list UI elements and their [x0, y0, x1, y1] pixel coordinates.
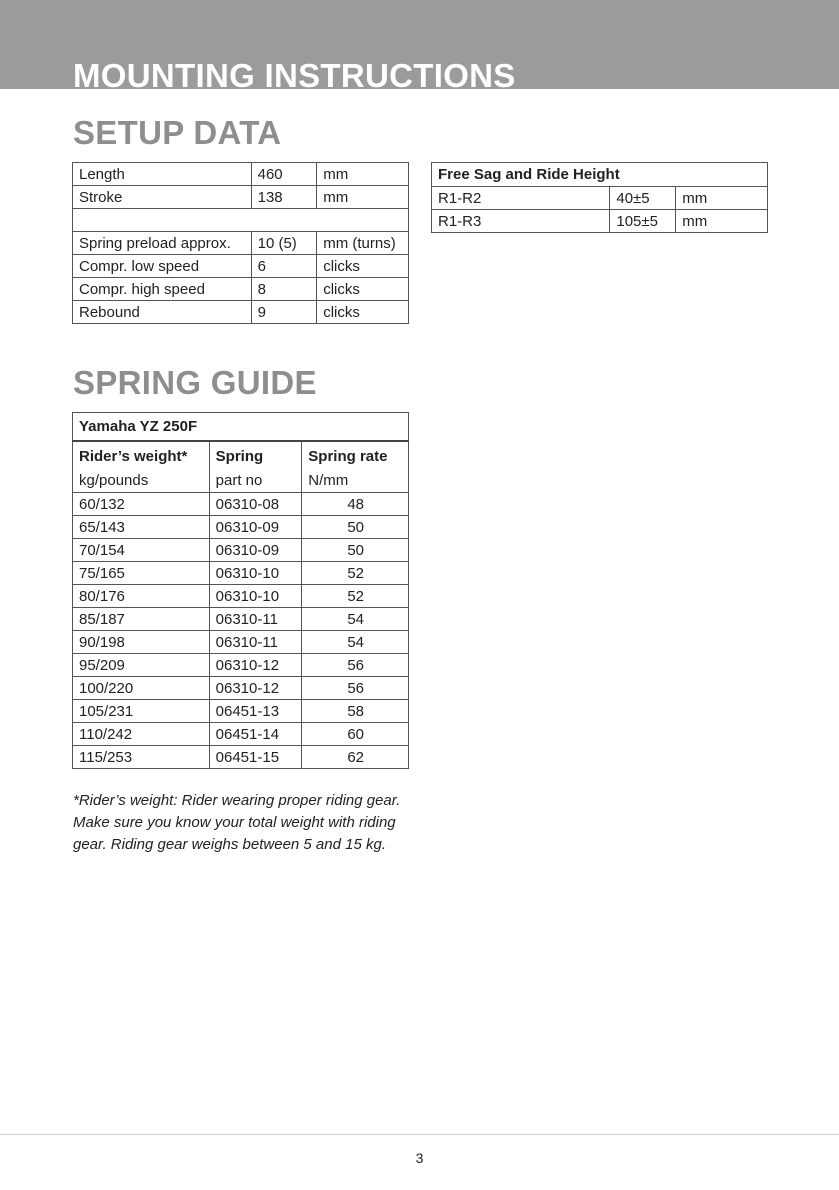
part-no-cell: 06310-12: [209, 654, 302, 677]
table-header-row: [432, 163, 768, 187]
setup-label: Spring preload approx.: [73, 232, 252, 255]
table-model-row: [73, 413, 409, 442]
spring-rate-cell: 54: [302, 631, 409, 654]
table-row: [432, 210, 768, 233]
sag-unit: mm: [676, 210, 768, 233]
weight-cell: 105/231: [73, 700, 210, 723]
subheader-n-mm: N/mm: [302, 468, 409, 493]
part-no-cell: 06310-10: [209, 585, 302, 608]
spring-rate-cell: 48: [302, 493, 409, 516]
table-row: [73, 746, 409, 769]
free-sag-title: Free Sag and Ride Height: [432, 163, 768, 187]
table-row: [73, 677, 409, 700]
page-title: MOUNTING INSTRUCTIONS: [73, 57, 516, 89]
header-riders-weight: Rider’s weight*: [73, 441, 210, 468]
table-row: [73, 516, 409, 539]
setup-value: 9: [251, 301, 317, 324]
sag-label: R1-R2: [432, 187, 610, 210]
spacer-cell: [73, 209, 409, 232]
page-number: 3: [415, 1150, 424, 1166]
part-no-cell: 06310-10: [209, 562, 302, 585]
spring-rate-cell: 56: [302, 677, 409, 700]
table-row: [73, 232, 409, 255]
part-no-cell: 06451-13: [209, 700, 302, 723]
weight-cell: 85/187: [73, 608, 210, 631]
setup-value: 138: [251, 186, 317, 209]
setup-unit: mm: [317, 186, 409, 209]
part-no-cell: 06310-09: [209, 539, 302, 562]
table-subheader-row: [73, 468, 409, 493]
setup-value: 6: [251, 255, 317, 278]
table-row: [432, 187, 768, 210]
free-sag-table: [431, 162, 768, 233]
spring-rate-cell: 54: [302, 608, 409, 631]
spring-guide-table: [72, 412, 409, 769]
part-no-cell: 06451-15: [209, 746, 302, 769]
table-row: [73, 186, 409, 209]
table-row: [73, 723, 409, 746]
spring-rate-cell: 58: [302, 700, 409, 723]
table-row: [73, 700, 409, 723]
setup-value: 8: [251, 278, 317, 301]
table-row: [73, 562, 409, 585]
header-spring: Spring: [215, 447, 264, 465]
weight-cell: 110/242: [73, 723, 210, 746]
sag-label: R1-R3: [432, 210, 610, 233]
table-row: [73, 654, 409, 677]
setup-label: Compr. low speed: [73, 255, 252, 278]
part-no-cell: 06310-12: [209, 677, 302, 700]
part-no-cell: 06310-11: [209, 631, 302, 654]
table-row: [73, 255, 409, 278]
table-row: [73, 539, 409, 562]
spring-rate-cell: 50: [302, 516, 409, 539]
setup-data-table: [72, 162, 409, 324]
part-no-cell: 06310-09: [209, 516, 302, 539]
weight-cell: 100/220: [73, 677, 210, 700]
spring-rate-cell: 52: [302, 562, 409, 585]
weight-cell: 70/154: [73, 539, 210, 562]
table-row: [73, 608, 409, 631]
table-spacer-row: [73, 209, 409, 232]
weight-cell: 60/132: [73, 493, 210, 516]
setup-unit: clicks: [317, 255, 409, 278]
setup-unit: clicks: [317, 301, 409, 324]
setup-label: Rebound: [73, 301, 252, 324]
subheader-part-no: part no: [209, 468, 302, 493]
setup-unit: mm: [317, 163, 409, 186]
header-band: [0, 0, 839, 89]
weight-cell: 75/165: [73, 562, 210, 585]
footer-divider: [0, 1134, 839, 1135]
table-row: [73, 278, 409, 301]
setup-label: Stroke: [73, 186, 252, 209]
part-no-cell: 06310-08: [209, 493, 302, 516]
weight-cell: 80/176: [73, 585, 210, 608]
sag-value: 105±5: [610, 210, 676, 233]
table-row: [73, 163, 409, 186]
weight-cell: 65/143: [73, 516, 210, 539]
setup-value: 460: [251, 163, 317, 186]
spring-rate-cell: 56: [302, 654, 409, 677]
table-row: [73, 493, 409, 516]
subheader-kg-pounds: kg/pounds: [73, 468, 210, 493]
riders-weight-footnote: *Rider’s weight: Rider wearing proper riding gear. Make sure you know your total weight with riding gear. Riding gear weighs between 5 and 15 kg.: [73, 792, 401, 853]
weight-cell: 115/253: [73, 746, 210, 769]
setup-label: Compr. high speed: [73, 278, 252, 301]
part-no-cell: 06451-14: [209, 723, 302, 746]
spring-rate-cell: 62: [302, 746, 409, 769]
bike-model: Yamaha YZ 250F: [73, 413, 409, 442]
setup-unit: clicks: [317, 278, 409, 301]
weight-cell: 95/209: [73, 654, 210, 677]
table-header-row: [73, 441, 409, 468]
setup-value: 10 (5): [251, 232, 317, 255]
setup-unit: mm (turns): [317, 232, 409, 255]
spring-rate-cell: 60: [302, 723, 409, 746]
sag-unit: mm: [676, 187, 768, 210]
table-row: [73, 301, 409, 324]
table-row: [73, 631, 409, 654]
spring-rate-cell: 52: [302, 585, 409, 608]
setup-label: Length: [73, 163, 252, 186]
spring-rate-cell: 50: [302, 539, 409, 562]
weight-cell: 90/198: [73, 631, 210, 654]
sag-value: 40±5: [610, 187, 676, 210]
part-no-cell: 06310-11: [209, 608, 302, 631]
table-row: [73, 585, 409, 608]
setup-data-title: SETUP DATA: [73, 114, 282, 151]
spring-guide-title: SPRING GUIDE: [73, 364, 317, 401]
header-spring-rate: Spring rate: [302, 441, 409, 468]
